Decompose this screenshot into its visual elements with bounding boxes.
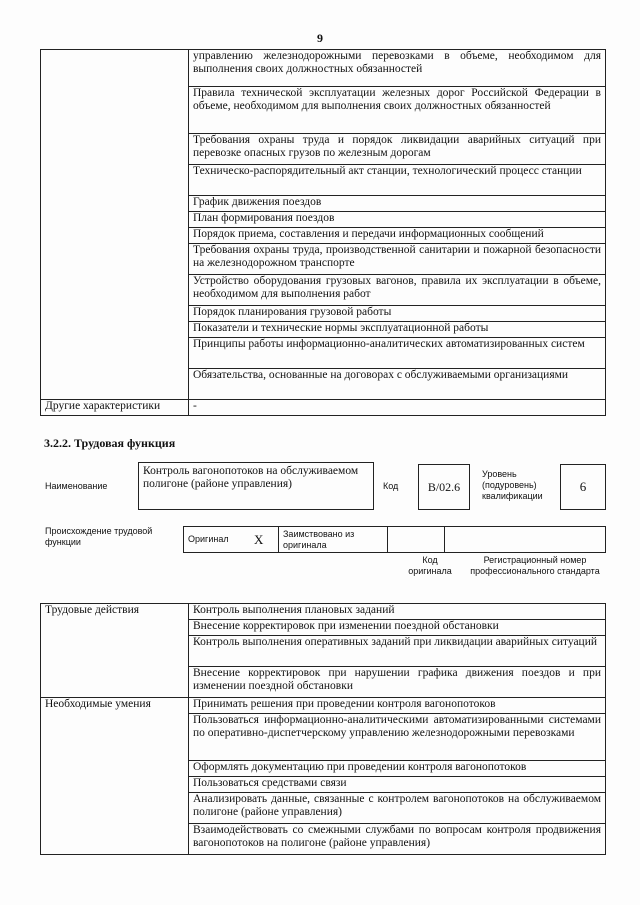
knowledge-item: Техническо-распорядительный акт станции, технологический процесс станции — [189, 165, 606, 196]
labor-action-item: Внесение корректировок при нарушении графика движения поездов и при изменении поездной обстановки — [189, 667, 606, 698]
code-original-cell — [388, 527, 445, 553]
origin-label: Происхождение трудовой функции — [45, 526, 153, 547]
code-label: Код — [383, 481, 399, 491]
table-row — [41, 50, 606, 87]
actions-table — [40, 603, 606, 855]
origin-table — [183, 526, 606, 553]
function-name-box — [138, 462, 374, 510]
knowledge-item: Правила технической эксплуатации железных дорог Российской Федерации в объеме, необходимом для выполнения своих должностных обязанностей — [189, 87, 606, 134]
original-mark: X — [250, 527, 279, 553]
knowledge-table — [40, 49, 606, 416]
code-box — [418, 464, 470, 510]
knowledge-item: Обязательства, основанные на договорах с обслуживаемыми организациями — [189, 369, 606, 400]
level-box — [560, 464, 606, 510]
page-number: 9 — [317, 31, 323, 45]
labor-action-item: Внесение корректировок при изменении поездной обстановки — [189, 620, 606, 636]
table-row — [41, 604, 606, 620]
other-characteristics-label: Другие характеристики — [41, 400, 189, 416]
skill-item: Пользоваться информационно-аналитическими автоматизированными системами по оперативно-диспетчерскому управлению железнодорожными перевозками — [189, 714, 606, 761]
skill-item: Взаимодействовать со смежными службами по вопросам контроля продвижения вагонопотоков на полигоне (районе управления) — [189, 824, 606, 855]
knowledge-item: График движения поездов — [189, 196, 606, 212]
knowledge-item: Порядок приема, составления и передачи информационных сообщений — [189, 228, 606, 244]
code-original-caption: Код оригинала — [408, 555, 452, 576]
reg-number-caption: Регистрационный номер профессионального стандарта — [470, 555, 600, 576]
code-value: B/02.6 — [427, 479, 461, 494]
skill-item: Пользоваться средствами связи — [189, 777, 606, 793]
knowledge-item: Требования охраны труда и порядок ликвидации аварийных ситуаций при перевозке опасных грузов по железным дорогам — [189, 134, 606, 165]
knowledge-item: Принципы работы информационно-аналитических автоматизированных систем — [189, 338, 606, 369]
skill-item: Принимать решения при проведении контроля вагонопотоков — [189, 698, 606, 714]
knowledge-left-cell — [41, 50, 189, 400]
name-label: Наименование — [45, 481, 108, 491]
reg-number-cell — [445, 527, 606, 553]
labor-action-item: Контроль выполнения плановых заданий — [189, 604, 606, 620]
other-characteristics-value: - — [189, 400, 606, 416]
borrowed-label: Заимствовано из оригинала — [279, 527, 388, 553]
skill-item: Анализировать данные, связанные с контролем вагонопотоков на обслуживаемом полигоне (районе управления) — [189, 793, 606, 824]
level-value: 6 — [579, 479, 587, 494]
skill-item: Оформлять документацию при проведении контроля вагонопотоков — [189, 761, 606, 777]
knowledge-item: Показатели и технические нормы эксплуатационной работы — [189, 322, 606, 338]
knowledge-item: Требования охраны труда, производственной санитарии и пожарной безопасности на железнодорожном транспорте — [189, 244, 606, 275]
table-row — [184, 527, 606, 553]
section-heading: 3.2.2. Трудовая функция — [44, 436, 176, 450]
table-row — [41, 400, 606, 416]
knowledge-item: Порядок планирования грузовой работы — [189, 306, 606, 322]
original-label: Оригинал — [184, 527, 251, 553]
knowledge-item: План формирования поездов — [189, 212, 606, 228]
required-skills-label: Необходимые умения — [41, 698, 189, 855]
level-label: Уровень (подуровень) квалификации — [482, 469, 543, 501]
knowledge-item: Устройство оборудования грузовых вагонов, правила их эксплуатации в объеме, необходимом для выполнения работ — [189, 275, 606, 306]
labor-actions-label: Трудовые действия — [41, 604, 189, 698]
function-name-value: Контроль вагонопотоков на обслуживаемом полигоне (районе управления) — [143, 465, 359, 490]
table-row — [41, 698, 606, 714]
labor-action-item: Контроль выполнения оперативных заданий при ликвидации аварийных ситуаций — [189, 636, 606, 667]
knowledge-item: управлению железнодорожными перевозками в объеме, необходимом для выполнения своих должностных обязанностей — [189, 50, 606, 87]
